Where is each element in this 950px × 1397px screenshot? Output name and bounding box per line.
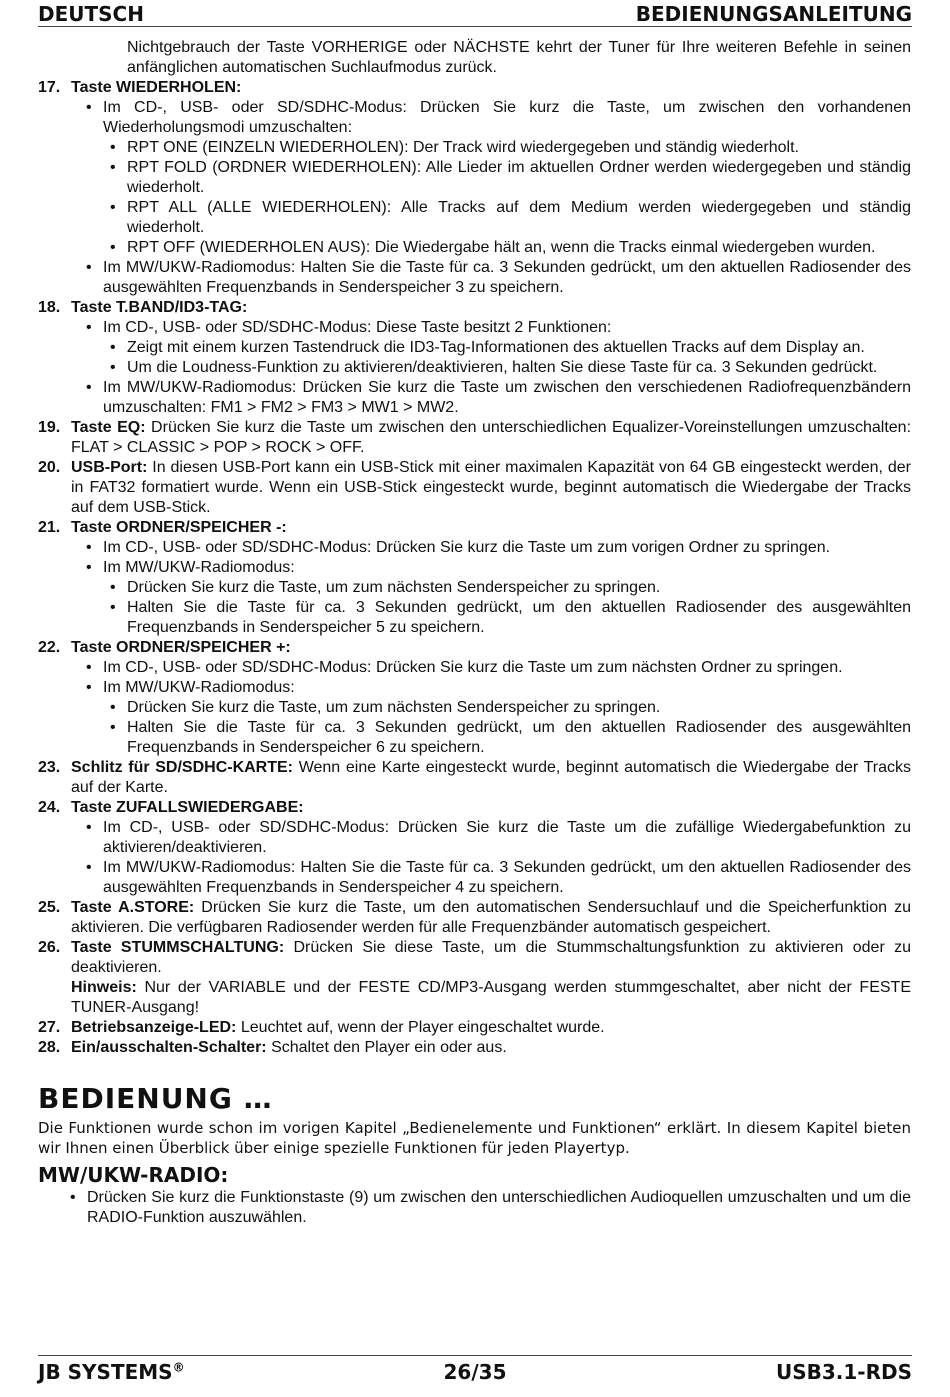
item-number: 26. (38, 939, 61, 956)
item-title: Taste WIEDERHOLEN: (71, 79, 242, 96)
registered-mark: ® (172, 1360, 185, 1375)
section-intro: Die Funktionen wurde schon im vorigen Kapitel „Bedienelemente und Funktionen“ erklärt. In diesem Kapitel bieten wir Ihnen einen Überblick über einige spezielle Funktionen für jeden Playertyp. (38, 1119, 911, 1157)
list-item: • Zeigt mit einem kurzen Tastendruck die ID3-Tag-Informationen des aktuellen Tracks auf dem Display an. (127, 338, 911, 358)
item-22 (38, 638, 911, 658)
item-text: Leuchtet auf, wenn der Player eingeschaltet wurde. (236, 1019, 605, 1036)
list-item: • Halten Sie die Taste für ca. 3 Sekunden gedrückt, um den aktuellen Radiosender des ausgewählten Frequenzbands in Senderspeicher 6 zu speichern. (127, 718, 911, 758)
list-item: • RPT ONE (EINZELN WIEDERHOLEN): Der Track wird wiedergegeben und ständig wiederholt. (127, 138, 911, 158)
list-item: • RPT ALL (ALLE WIEDERHOLEN): Alle Tracks auf dem Medium werden wiedergegeben und ständig wiederholt. (127, 198, 911, 238)
subsection-heading: MW/UKW-RADIO: (38, 1163, 229, 1187)
list-item: • Drücken Sie kurz die Taste, um zum nächsten Senderspeicher zu springen. (127, 578, 911, 598)
item-text: Wenn eine Karte eingesteckt wurde, beginnt automatisch die Wiedergabe der Tracks auf der Karte. (71, 759, 911, 796)
section-heading: BEDIENUNG … (38, 1082, 273, 1115)
item-text: Drücken Sie kurz die Taste, um den automatischen Sendersuchlauf und die Speicherfunktion zu aktivieren. Die verfügbaren Radiosender werden für alle Frequenzbänder automatisch gespeichert. (71, 899, 911, 936)
item-title: Taste ZUFALLSWIEDERGABE: (71, 799, 304, 816)
item-title: Taste T.BAND/ID3-TAG: (71, 299, 248, 316)
item-number: 17. (38, 79, 61, 96)
item-text: Drücken Sie kurz die Taste um zwischen den unterschiedlichen Equalizer-Voreinstellungen umzuschalten: FLAT > CLASSIC > POP > ROCK > OFF. (71, 419, 912, 456)
item-title: Taste A.STORE: (71, 899, 195, 916)
item-number: 25. (38, 899, 61, 916)
list-item: • RPT FOLD (ORDNER WIEDERHOLEN): Alle Lieder im aktuellen Ordner werden wiedergegeben und ständig wiederholt. (127, 158, 911, 198)
item-27 (38, 1018, 911, 1038)
item-23 (38, 758, 911, 798)
list-item: • Drücken Sie kurz die Funktionstaste (9) um zwischen den unterschiedlichen Audioquellen umzuschalten und um die RADIO-Funktion auszuwählen. (87, 1188, 911, 1228)
list-item: • Im MW/UKW-Radiomodus: Halten Sie die Taste für ca. 3 Sekunden gedrückt, um den aktuellen Radiosender des ausgewählten Frequenzbands in Senderspeicher 4 zu speichern. (103, 858, 911, 898)
item-number: 24. (38, 799, 61, 816)
item-number: 18. (38, 299, 61, 316)
item-number: 28. (38, 1039, 61, 1056)
item-title: Taste EQ: (71, 419, 146, 436)
list-item: • Im CD-, USB- oder SD/SDHC-Modus: Drücken Sie kurz die Taste um zum vorigen Ordner zu springen. (103, 538, 911, 558)
item-26 (38, 938, 911, 978)
note-text: Nur der VARIABLE und der FESTE CD/MP3-Ausgang werden stummgeschaltet, aber nicht der FESTE TUNER-Ausgang! (71, 979, 911, 1016)
list-item: • Im MW/UKW-Radiomodus: Halten Sie die Taste für ca. 3 Sekunden gedrückt, um den aktuellen Radiosender des ausgewählten Frequenzbands in Senderspeicher 3 zu speichern. (103, 258, 911, 298)
header-language: DEUTSCH (38, 2, 144, 26)
item-text: In diesen USB-Port kann ein USB-Stick mit einer maximalen Kapazität von 64 GB eingesteckt werden, der in FAT32 formatiert wurde. Wenn ein USB-Stick eingesteckt wurde, beginnt automatisch die Wiedergabe der Tracks auf dem USB-Stick. (71, 459, 911, 516)
list-item: • Um die Loudness-Funktion zu aktivieren/deaktivieren, halten Sie diese Taste für ca. 3 Sekunden gedrückt. (127, 358, 911, 378)
list-item: • Im MW/UKW-Radiomodus: (103, 678, 911, 698)
item-number: 23. (38, 759, 61, 776)
item-20 (38, 458, 911, 518)
list-item: • Im CD-, USB- oder SD/SDHC-Modus: Drücken Sie kurz die Taste um zum nächsten Ordner zu springen. (103, 658, 911, 678)
brand-name: JB SYSTEMS (38, 1360, 173, 1384)
item-text: Drücken Sie diese Taste, um die Stummschaltungsfunktion zu aktivieren oder zu deaktivieren. (71, 939, 911, 976)
item-17 (38, 78, 911, 98)
item-number: 20. (38, 459, 61, 476)
item-title: Taste ORDNER/SPEICHER +: (71, 639, 291, 656)
page-content (38, 38, 911, 1228)
list-item: • Im CD-, USB- oder SD/SDHC-Modus: Diese Taste besitzt 2 Funktionen: (103, 318, 911, 338)
item-number: 19. (38, 419, 61, 436)
item-title: Taste STUMMSCHALTUNG: (71, 939, 285, 956)
continued-paragraph: Nichtgebrauch der Taste VORHERIGE oder NÄCHSTE kehrt der Tuner für Ihre weiteren Befehle in seinen anfänglichen automatischen Suchlaufmodus zurück. (127, 39, 911, 76)
item-19 (38, 418, 912, 458)
item-number: 27. (38, 1019, 61, 1036)
item-28 (38, 1038, 911, 1058)
item-title: Ein/ausschalten-Schalter: (71, 1039, 267, 1056)
list-item: • Im CD-, USB- oder SD/SDHC-Modus: Drücken Sie kurz die Taste, um zwischen den vorhandenen Wiederholungsmodi umzuschalten: (103, 98, 911, 138)
list-item: • Halten Sie die Taste für ca. 3 Sekunden gedrückt, um den aktuellen Radiosender des ausgewählten Frequenzbands in Senderspeicher 5 zu speichern. (127, 598, 911, 638)
note-label: Hinweis: (71, 979, 137, 996)
page-number: 26/35 (443, 1360, 507, 1384)
item-number: 22. (38, 639, 61, 656)
item-24 (38, 798, 911, 818)
list-item: • Im CD-, USB- oder SD/SDHC-Modus: Drücken Sie kurz die Taste um die zufällige Wiedergabefunktion zu aktivieren/deaktivieren. (103, 818, 911, 858)
item-title: Betriebsanzeige-LED: (71, 1019, 237, 1036)
item-text: Schaltet den Player ein oder aus. (266, 1039, 507, 1056)
page-header (38, 2, 912, 27)
item-title: Schlitz für SD/SDHC-KARTE: (71, 759, 294, 776)
item-25 (38, 898, 911, 938)
header-document-type: BEDIENUNGSANLEITUNG (635, 2, 912, 26)
item-26-note (71, 978, 911, 1018)
item-title: Taste ORDNER/SPEICHER -: (71, 519, 287, 536)
page-footer (38, 1355, 912, 1386)
item-title: USB-Port: (71, 459, 148, 476)
item-18 (38, 298, 911, 318)
list-item: • RPT OFF (WIEDERHOLEN AUS): Die Wiedergabe hält an, wenn die Tracks einmal wiedergeben wurden. (127, 238, 911, 258)
footer-model: USB3.1-RDS (775, 1360, 912, 1384)
list-item: • Drücken Sie kurz die Taste, um zum nächsten Senderspeicher zu springen. (127, 698, 911, 718)
list-item: • Im MW/UKW-Radiomodus: (103, 558, 911, 578)
item-number: 21. (38, 519, 61, 536)
list-item: • Im MW/UKW-Radiomodus: Drücken Sie kurz die Taste um zwischen den verschiedenen Radiofrequenzbändern umzuschalten: FM1 > FM2 > FM3 > MW1 > MW2. (103, 378, 911, 418)
item-21 (38, 518, 911, 538)
